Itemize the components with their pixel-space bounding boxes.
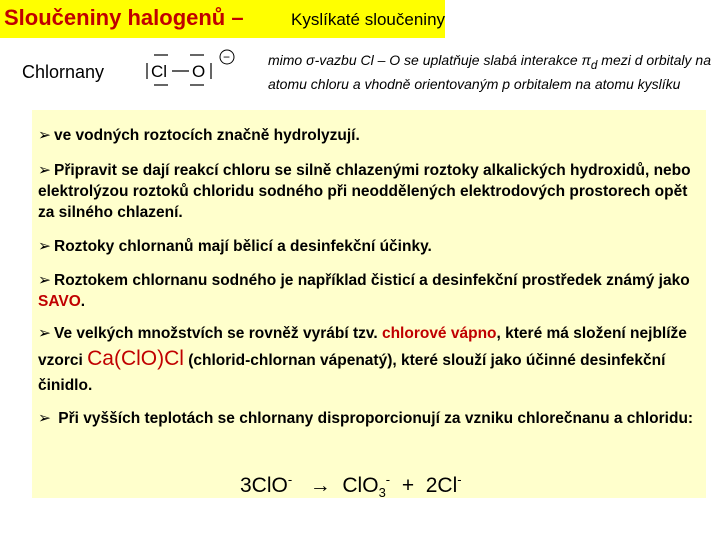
arrow-bullet-icon: ➢ <box>38 238 51 255</box>
page-subtitle: Kyslíkaté sloučeniny <box>291 10 446 29</box>
savo-highlight: SAVO <box>38 293 81 310</box>
bullet-preparation: ➢ Připravit se dají reakcí chloru se silně chlazenými roztoky alkalických hydroxidů, nebo elektrolýzou roztoků chloridu sodného při neoddělených elektrodových prostorech opět za silného chlazení. <box>38 162 691 221</box>
atom-o: O <box>192 62 206 81</box>
section-label: Chlornany <box>22 62 105 82</box>
title-bar <box>0 0 445 38</box>
arrow-bullet-icon: ➢ <box>38 325 51 342</box>
arrow-bullet-icon: ➢ <box>38 410 51 427</box>
page-title: Sloučeniny halogenů – <box>4 5 244 30</box>
bullet-savo: ➢ Roztokem chlornanu sodného je například čisticí a desinfekční prostředek známý jako SAVO. <box>38 272 690 310</box>
sigma-symbol: σ <box>306 52 315 68</box>
intro-text: mimo σ-vazbu Cl – O se uplatňuje slabá interakce $\pi_d$ mezi d orbitaly na atomu chloru a vhodně orientovaným p orbitalem na atomu kyslíku <box>268 52 711 92</box>
arrow-bullet-icon: ➢ <box>38 272 51 289</box>
bullet-hydrolysis: ➢ ve vodných roztocích značně hydrolyzují. <box>38 127 360 144</box>
arrow-bullet-icon: ➢ <box>38 162 51 179</box>
charge-sign: − <box>223 50 231 64</box>
lewis-structure-diagram <box>143 47 263 91</box>
pi-symbol: π <box>581 52 591 68</box>
atom-cl: Cl <box>151 62 168 81</box>
bullet-bleaching: ➢ Roztoky chlornanů mají bělicí a desinfekční účinky. <box>38 238 432 255</box>
reaction-equation: 3ClO- → ClO$_3$- + 2Cl- <box>240 472 462 501</box>
calcium-formula: Ca(ClO)Cl <box>87 347 184 370</box>
arrow-bullet-icon: ➢ <box>38 127 51 144</box>
bullet-disproportionation: ➢ Při vyšších teplotách se chlornany disproporcionují za vzniku chlorečnanu a chloridu: <box>38 410 694 427</box>
bullet-chlorine-lime: ➢ Ve velkých množstvích se rovněž vyrábí tzv. chlorové vápno, které má složení nejblíže vzorci Ca(ClO)Cl (chlorid-chlornan vápenatý), které slouží jako účinné desinfekční činidlo. <box>38 325 687 394</box>
reaction-arrow-icon: → <box>309 474 331 497</box>
chlorine-lime-highlight: chlorové vápno <box>381 325 497 342</box>
content-box <box>32 110 706 501</box>
